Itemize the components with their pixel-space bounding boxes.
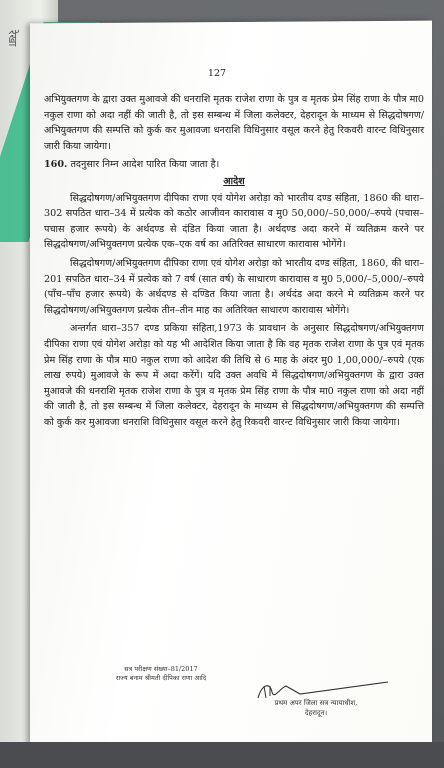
order-paragraph-3: अन्तर्गत धारा–357 दण्ड प्रकिया संहिता,1973 के प्रावधान के अनुसार सिद्धदोषगण/अभियुक्तगण दीपिका राणा एवं योगेश अरोड़ा को यह भी आदेशित किया जाता है कि वह मृतक राजेश राणा के पुत्र एवं मृतक प्रेम सिंह राणा के पौत्र मा0 नकुल राणा को आदेश की तिथि से 6 माह के अंदर मु0 1,00,000/–रुपये (एक लाख रुपये) मुआवजे के रूप में अदा करेंगें। यदि उक्त अवधि में सिद्धदोषगण/अभियुक्तगण के द्वारा उक्त मुआवजे की धनराशि मृतक राजेश राणा के पुत्र व मृतक प्रेम सिंह राणा के पौत्र मा0 नकुल राणा को अदा नहीं की जाती है, तो इस सम्बन्ध में जिला कलेक्टर, देहरादून के माध्यम से सिद्धदोषगण/अभियुक्तगण की सम्पत्ति को कुर्क कर मुआवजा धनराशि विधिनुसार वसूल करने हेतु रिकवरी वारन्ट विधिनुसार जारी किया जायेगा। <box>44 323 424 428</box>
numbered-paragraph-text: तदनुसार निम्न आदेश पारित किया जाता है। <box>70 159 220 171</box>
page-number: 127 <box>207 68 227 79</box>
designation-place: देहरादून। <box>304 709 328 717</box>
case-number: सत्र परीक्षण संख्या–81/2017 <box>124 665 198 673</box>
paragraph-number: 160. <box>44 159 68 171</box>
scan-bottom-edge <box>0 742 444 768</box>
document-body <box>44 92 424 430</box>
designation-line: प्रथम अपर जिला सत्र न्यायाधीश, <box>274 699 358 707</box>
paragraph-intro: अभियुक्तगण के द्वारा उक्त मुआवजे की धनराशि मृतक राजेश राणा के पुत्र व मृतक प्रेम सिंह राणा के पौत्र मा0 नकुल राणा को अदा नहीं की जाती है, तो इस सम्बन्ध में जिला कलेक्टर, देहरादून के माध्यम से सिद्धदोषगण/अभियुक्तगण की सम्पत्ति को कुर्क कर मुआवजा धनराशि विधिनुसार वसूल करने हेतु रिकवरी वारन्ट विधिनुसार जारी किया जायेगा। <box>44 94 424 152</box>
order-paragraph-2: सिद्धदोषगण/अभियुक्तगण दीपिका राणा एवं योगेश अरोड़ा को भारतीय दण्ड संहिता, 1860, की धारा–201 सपठित धारा–34 में प्रत्येक को 7 वर्ष (सात वर्ष) के साधारण कारावास व मु0 5,000/–5,000/–रुपये (पाँच–पाँच हजार रूपये) के अर्थदण्ड से दण्डित किया जाता है। अर्थदंड अदा करने मे व्यतिक्रम करने पर सिद्धदोषगण/अभियुक्तगण प्रत्येक तीन–तीन माह का अतिरिक्त साधारण कारावास भोगेंगे। <box>44 257 424 316</box>
order-paragraph-1: सिद्धदोषगण/अभियुक्तगण दीपिका राणा एवं योगेश अरोड़ा को भारतीय दण्ड संहिता, 1860 की धारा–302 सपठित धारा–34 में प्रत्येक को कठोर आजीवन कारावास व मु0 50,000/–50,000/–रुपये (पचास–पचास हजार रूपये) के अर्थदण्ड से दंडित किया जाता है। अर्थदण्ड अदा करने में व्यतिक्रम करने पर सिद्धदोषगण/अभियुक्तगण प्रत्येक एक–एक वर्ष का अतिरिक्त साधारण कारावास भोगेंगे। <box>44 192 424 251</box>
numbered-paragraph <box>44 157 424 173</box>
margin-mark: रेखा <box>6 30 19 47</box>
case-reference <box>96 665 226 683</box>
judge-designation <box>256 698 376 718</box>
order-heading: आदेश <box>223 175 245 187</box>
case-title: राज्य बनाम श्रीमती दीपिका राणा आदि <box>115 674 207 682</box>
